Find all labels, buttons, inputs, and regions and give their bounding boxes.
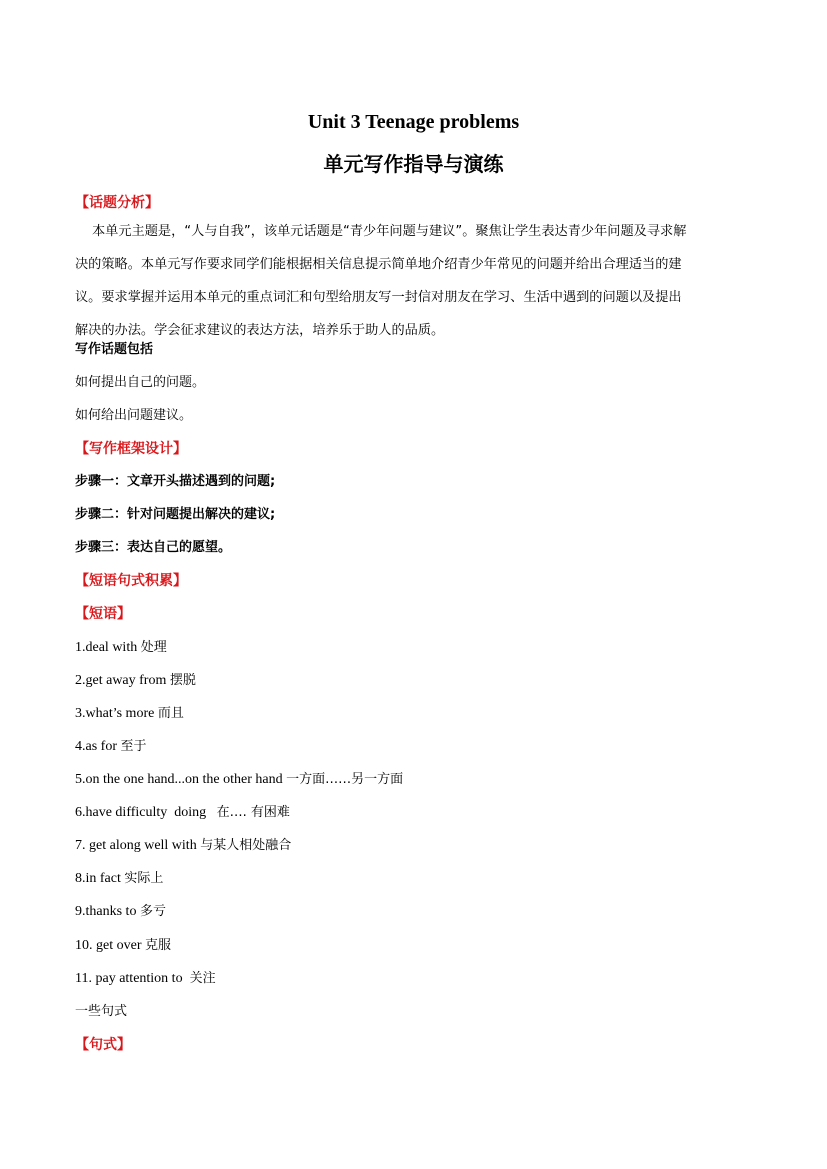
phrase-item <box>75 902 166 922</box>
phrase-cn: 一方面……另一方面 <box>286 772 404 787</box>
phrase-cn: 关注 <box>189 971 216 986</box>
phrase-en: 3.what’s more <box>75 706 158 721</box>
phrase-item <box>75 869 163 889</box>
step-item: 步骤二：针对问题提出解决的建议; <box>75 507 276 522</box>
phrase-en: 10. get over <box>75 938 145 953</box>
phrase-en: 6.have difficulty doing <box>75 805 217 820</box>
phrase-cn: 而且 <box>157 706 184 721</box>
document-title-cn: 单元写作指导与演练 <box>323 152 504 176</box>
writing-topic-item: 如何提出自己的问题。 <box>75 375 206 390</box>
intro-paragraph <box>75 215 755 347</box>
phrase-cn: 处理 <box>140 640 167 655</box>
phrase-item <box>75 704 184 724</box>
document-title-en: Unit 3 Teenage problems <box>307 111 520 133</box>
phrase-en: 5.on the one hand...on the other hand <box>75 772 287 787</box>
step-item: 步骤三：表达自己的愿望。 <box>75 540 232 555</box>
phrase-cn: 摆脱 <box>169 673 196 688</box>
phrase-en: 9.thanks to <box>75 904 140 919</box>
phrase-item <box>75 638 167 658</box>
phrase-cn: 在…. 有困难 <box>216 805 290 820</box>
phrase-cn: 克服 <box>144 938 171 953</box>
intro-line: 解决的办法。学会征求建议的表达方法，培养乐于助人的品质。 <box>75 323 445 338</box>
intro-line: 议。要求掌握并运用本单元的重点词汇和句型给朋友写一封信对朋友在学习、生活中遇到的问题以及提出 <box>75 290 682 305</box>
phrase-en: 11. pay attention to <box>75 971 190 986</box>
phrase-item <box>75 969 216 989</box>
phrase-item <box>75 803 290 823</box>
phrase-item <box>75 671 196 691</box>
phrase-en: 4.as for <box>75 739 121 754</box>
section-heading-sentences: 【句式】 <box>75 1037 131 1053</box>
phrase-cn: 与某人相处融合 <box>200 838 292 853</box>
writing-topic-item: 如何给出问题建议。 <box>75 408 193 423</box>
phrase-item <box>75 737 147 757</box>
section-heading-framework: 【写作框架设计】 <box>75 441 187 457</box>
phrase-item <box>75 770 403 790</box>
some-sentences-label: 一些句式 <box>75 1004 128 1019</box>
phrase-en: 1.deal with <box>75 640 141 655</box>
phrase-en: 2.get away from <box>75 673 170 688</box>
phrase-item <box>75 836 291 856</box>
section-heading-phrases-sentences: 【短语句式积累】 <box>75 573 187 589</box>
phrase-cn: 多亏 <box>139 904 166 919</box>
intro-line: 决的策略。本单元写作要求同学们能根据相关信息提示简单地介绍青少年常见的问题并给出合理适当的建 <box>75 257 682 272</box>
phrase-en: 8.in fact <box>75 871 125 886</box>
intro-line: 本单元主题是，“人与自我”，该单元话题是“青少年问题与建议”。聚焦让学生表达青少年问题及寻求解 <box>92 224 687 239</box>
phrase-cn: 至于 <box>120 739 147 754</box>
section-heading-phrases: 【短语】 <box>75 606 131 622</box>
phrase-cn: 实际上 <box>124 871 164 886</box>
section-heading-topic-analysis: 【话题分析】 <box>75 195 159 211</box>
writing-topics-heading: 写作话题包括 <box>75 342 154 357</box>
phrase-item <box>75 936 171 956</box>
phrase-en: 7. get along well with <box>75 838 201 853</box>
step-item: 步骤一：文章开头描述遇到的问题; <box>75 474 276 489</box>
